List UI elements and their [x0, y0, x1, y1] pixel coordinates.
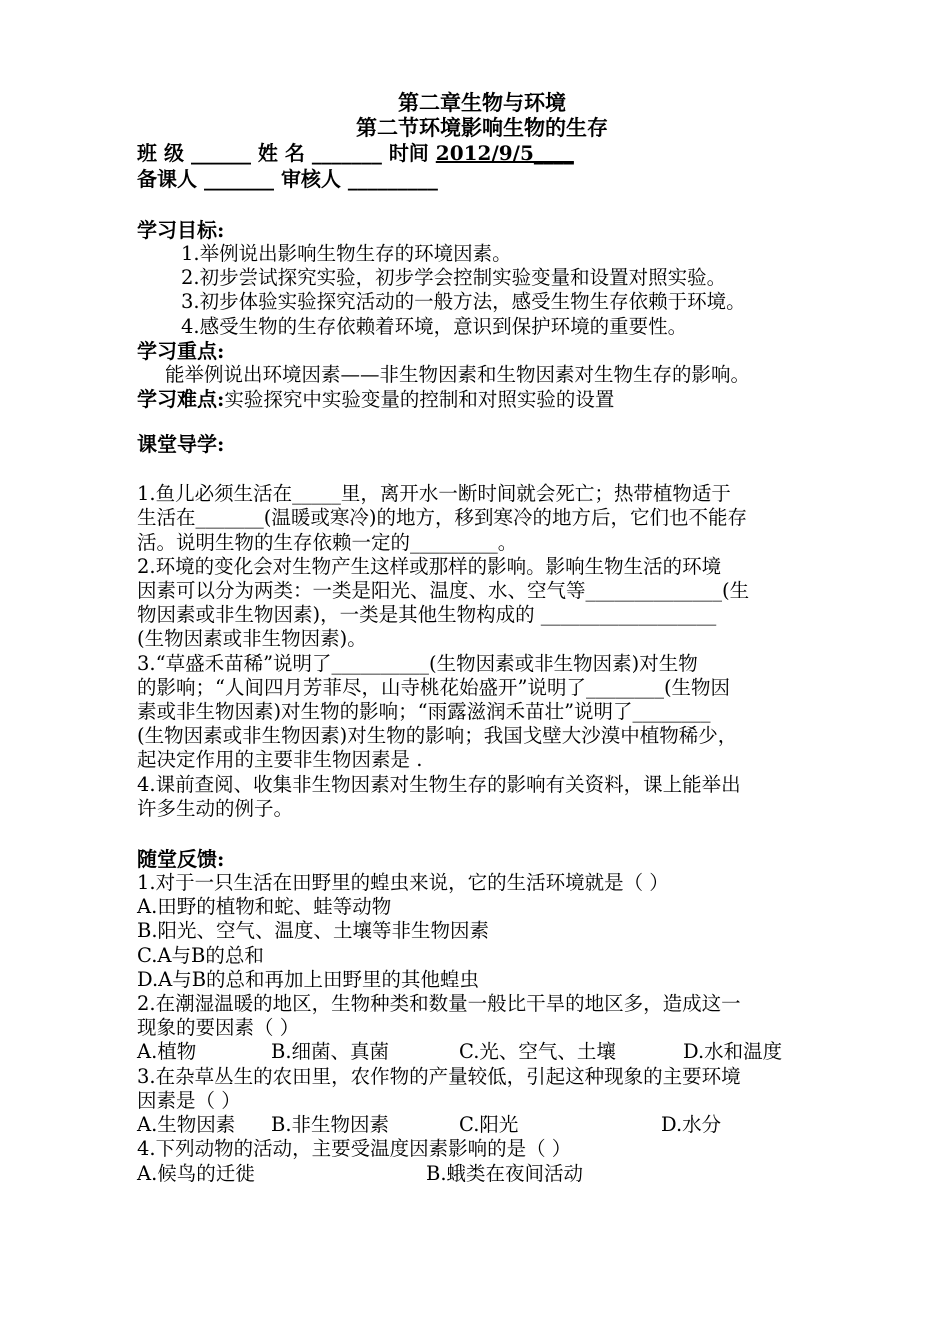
guide-line: 3.“草盛禾苗稀”说明了__________(生物因素或非生物因素)对生物: [137, 651, 698, 675]
q3-options: [137, 1113, 827, 1137]
time-value: 2012/9/5____: [435, 141, 574, 165]
q4-line: 4.下列动物的活动，主要受温度因素影响的是（ ）: [137, 1137, 572, 1161]
guide-line: (生物因素或非生物因素)对生物的影响；我国戈壁大沙漠中植物稀少，: [137, 724, 738, 748]
q4-option-b: B.蛾类在夜间活动: [426, 1161, 584, 1185]
key-points-text: 能举例说出环境因素——非生物因素和生物因素对生物生存的影响。: [165, 362, 751, 386]
guide-line: 许多生动的例子。: [137, 796, 294, 820]
objective-item: 4.感受生物的生存依赖着环境，意识到保护环境的重要性。: [181, 314, 688, 338]
guide-line: 活。说明生物的生存依赖一定的_________。: [137, 530, 518, 554]
info-row-2: [137, 166, 827, 192]
reviewer-label: 审核人: [280, 167, 341, 191]
q3-option-b: B.非生物因素: [271, 1113, 390, 1137]
difficulties-heading: 学习难点:: [137, 387, 225, 412]
guide-line: 素或非生物因素)对生物的影响；“雨露滋润禾苗壮”说明了________: [137, 700, 711, 724]
class-blank: ______: [190, 141, 251, 165]
info-row-1: [137, 140, 827, 166]
worksheet-page: [137, 88, 827, 1186]
guide-line: 物因素或非生物因素)，一类是其他生物构成的 __________________: [137, 603, 717, 627]
preparer-blank: _______: [203, 167, 274, 191]
q4-options: [137, 1162, 827, 1186]
guide-line: 2.环境的变化会对生物产生这样或那样的影响。影响生物生活的环境: [137, 554, 722, 578]
difficulties-row: [137, 387, 827, 412]
guide-line: (生物因素或非生物因素)。: [137, 627, 367, 651]
class-label: 班 级: [137, 141, 184, 165]
feedback-line: 2.在潮湿温暖的地区，生物种类和数量一般比干旱的地区多，造成这一: [137, 992, 741, 1016]
difficulties-text: 实验探究中实验变量的控制和对照实验的设置: [224, 388, 615, 412]
q3-option-a: A.生物因素: [137, 1113, 236, 1137]
guide-heading: 课堂导学:: [137, 432, 225, 457]
q2-option-a: A.植物: [137, 1040, 197, 1064]
key-points-heading: 学习重点:: [137, 338, 225, 363]
guide-line: 生活在_______(温暖或寒冷)的地方，移到寒冷的地方后，它们也不能存: [137, 506, 747, 530]
time-label: 时间: [388, 141, 429, 165]
guide-line: 4.课前查阅、收集非生物因素对生物生存的影响有关资料，课上能举出: [137, 772, 741, 796]
objectives-heading: 学习目标:: [137, 218, 225, 242]
q2-option-b: B.细菌、真菌: [271, 1040, 390, 1064]
feedback-line: B.阳光、空气、温度、土壤等非生物因素: [137, 919, 490, 943]
feedback-heading: 随堂反馈:: [137, 847, 225, 872]
feedback-line: D.A与B的总和再加上田野里的其他蝗虫: [137, 967, 480, 991]
guide-line: 因素可以分为两类：一类是阳光、温度、水、空气等______________(生: [137, 579, 750, 603]
name-label: 姓 名: [257, 141, 305, 165]
objective-item: 1.举例说出影响生物生存的环境因素。: [181, 242, 512, 265]
section-title: 第二节环境影响生物的生存: [356, 115, 608, 140]
q3-option-d: D.水分: [661, 1113, 722, 1137]
q3-line: 因素是（ ）: [137, 1088, 241, 1112]
q2-option-c: C.光、空气、土壤: [459, 1040, 616, 1064]
q2-option-d: D.水和温度: [683, 1040, 783, 1064]
objective-item: 3.初步体验实验探究活动的一般方法，感受生物生存依赖于环境。: [181, 290, 746, 314]
preparer-label: 备课人: [137, 167, 197, 191]
q3-line: 3.在杂草丛生的农田里，农作物的产量较低，引起这种现象的主要环境: [137, 1064, 741, 1088]
chapter-title: 第二章生物与环境: [398, 90, 566, 115]
guide-line: 1.鱼儿必须生活在_____里，离开水一断时间就会死亡；热带植物适于: [137, 482, 731, 506]
guide-line: 的影响；“人间四月芳菲尽，山寺桃花始盛开”说明了________(生物因: [137, 675, 731, 699]
objective-item: 2.初步尝试探究实验，初步学会控制实验变量和设置对照实验。: [181, 266, 727, 290]
feedback-line: 1.对于一只生活在田野里的蝗虫来说，它的生活环境就是（ ）: [137, 871, 669, 895]
name-blank: _______: [311, 141, 382, 165]
reviewer-blank: _________: [347, 167, 438, 191]
q3-option-c: C.阳光: [459, 1113, 519, 1137]
feedback-line: 现象的要因素（ ）: [137, 1016, 300, 1040]
q2-options: [137, 1040, 827, 1064]
feedback-line: A.田野的植物和蛇、蛙等动物: [137, 895, 392, 919]
feedback-line: C.A与B的总和: [137, 943, 264, 967]
q4-option-a: A.候鸟的迁徙: [137, 1161, 255, 1185]
guide-line: 起决定作用的主要非生物因素是 .: [137, 748, 423, 772]
